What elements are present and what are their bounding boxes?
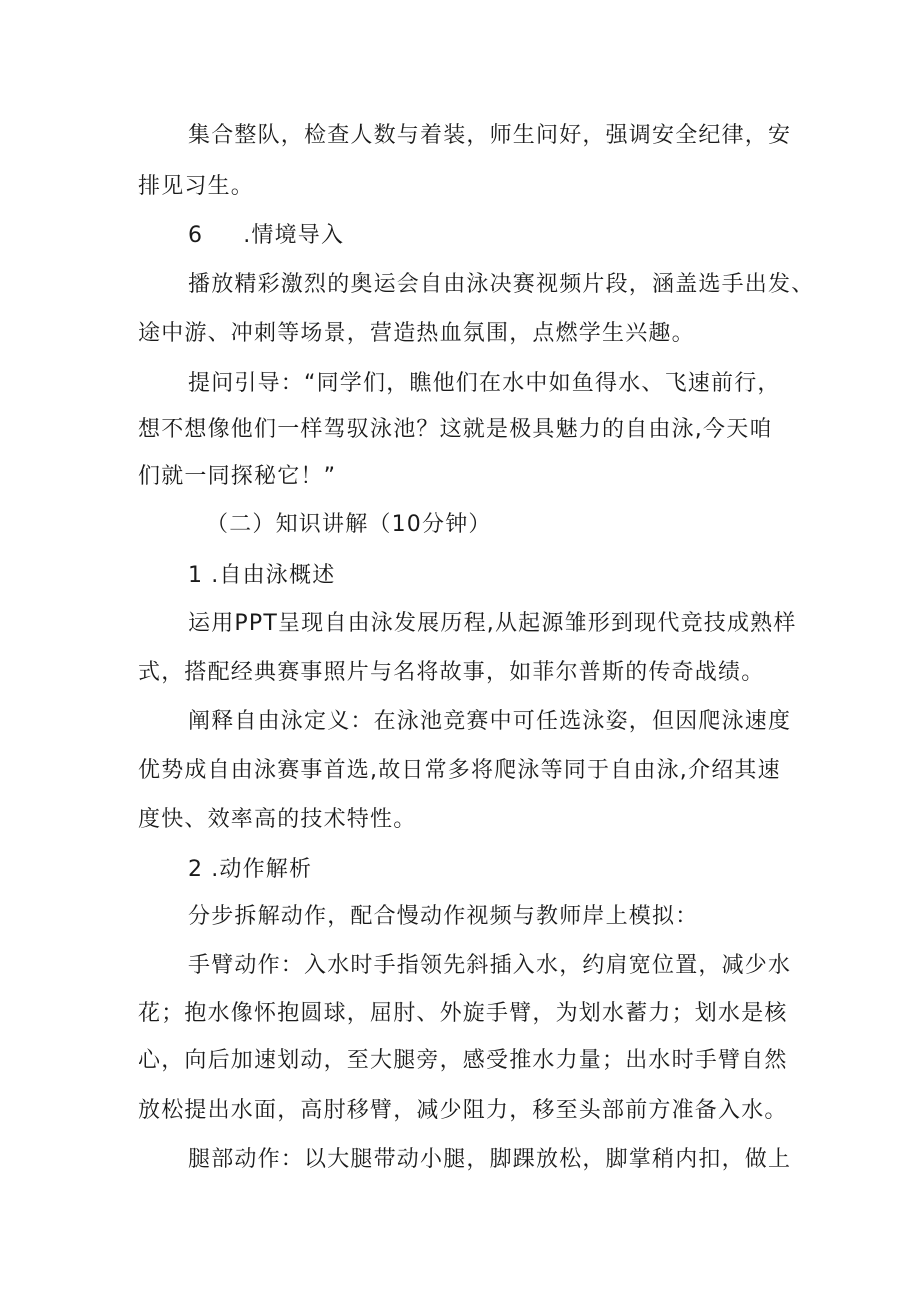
paragraph-line: 们就一同探秘它！” <box>138 464 337 489</box>
paragraph-line: 度快、效率高的技术特性。 <box>138 807 417 832</box>
paragraph-line: 运用PPT呈现自由泳发展历程,从起源雏形到现代竞技成熟样 <box>188 611 797 636</box>
paragraph-line: 分步拆解动作，配合慢动作视频与教师岸上模拟： <box>188 904 699 929</box>
heading-number: 1 <box>188 563 204 588</box>
paragraph-line: 式，搭配经典赛事照片与名将故事，如菲尔普斯的传奇战绩。 <box>138 660 765 685</box>
paragraph-line: 集合整队，检查人数与着装，师生问好，强调安全纪律，安 <box>188 123 792 148</box>
paragraph-line: 阐释自由泳定义：在泳池竞赛中可任选泳姿，但因爬泳速度 <box>188 709 792 734</box>
paragraph-line: 想不想像他们一样驾驭泳池？这就是极具魅力的自由泳,今天咱 <box>138 417 773 442</box>
paragraph-line: 优势成自由泳赛事首选,故日常多将爬泳等同于自由泳,介绍其速 <box>138 758 781 783</box>
paragraph-line: 途中游、冲刺等场景，营造热血氛围，点燃学生兴趣。 <box>138 321 695 346</box>
section-heading <box>188 561 335 591</box>
paragraph-line: 放松提出水面，高肘移臂，减少阻力，移至头部前方准备入水。 <box>138 1098 788 1123</box>
section-heading <box>188 221 344 251</box>
heading-number: 2 <box>188 857 204 882</box>
heading-text: .动作解析 <box>211 857 313 882</box>
section-heading: （二）知识讲解（10分钟） <box>206 512 492 537</box>
paragraph-line: 播放精彩激烈的奥运会自由泳决赛视频片段，涵盖选手出发、 <box>188 272 815 297</box>
heading-number: 6 <box>188 223 204 248</box>
paragraph-line: 提问引导：“同学们，瞧他们在水中如鱼得水、飞速前行， <box>188 371 781 396</box>
heading-text: .情境导入 <box>243 223 345 248</box>
paragraph-line: 手臂动作：入水时手指领先斜插入水，约肩宽位置，减少水 <box>188 953 792 978</box>
paragraph-line: 排见习生。 <box>138 174 255 199</box>
paragraph-line: 腿部动作：以大腿带动小腿，脚踝放松，脚掌稍内扣，做上 <box>188 1147 792 1172</box>
heading-text: .自由泳概述 <box>211 563 336 588</box>
paragraph-line: 花；抱水像怀抱圆球，屈肘、外旋手臂，为划水蓄力；划水是核 <box>138 1001 788 1026</box>
section-heading <box>188 855 312 885</box>
paragraph-line: 心，向后加速划动，至大腿旁，感受推水力量；出水时手臂自然 <box>138 1048 788 1073</box>
